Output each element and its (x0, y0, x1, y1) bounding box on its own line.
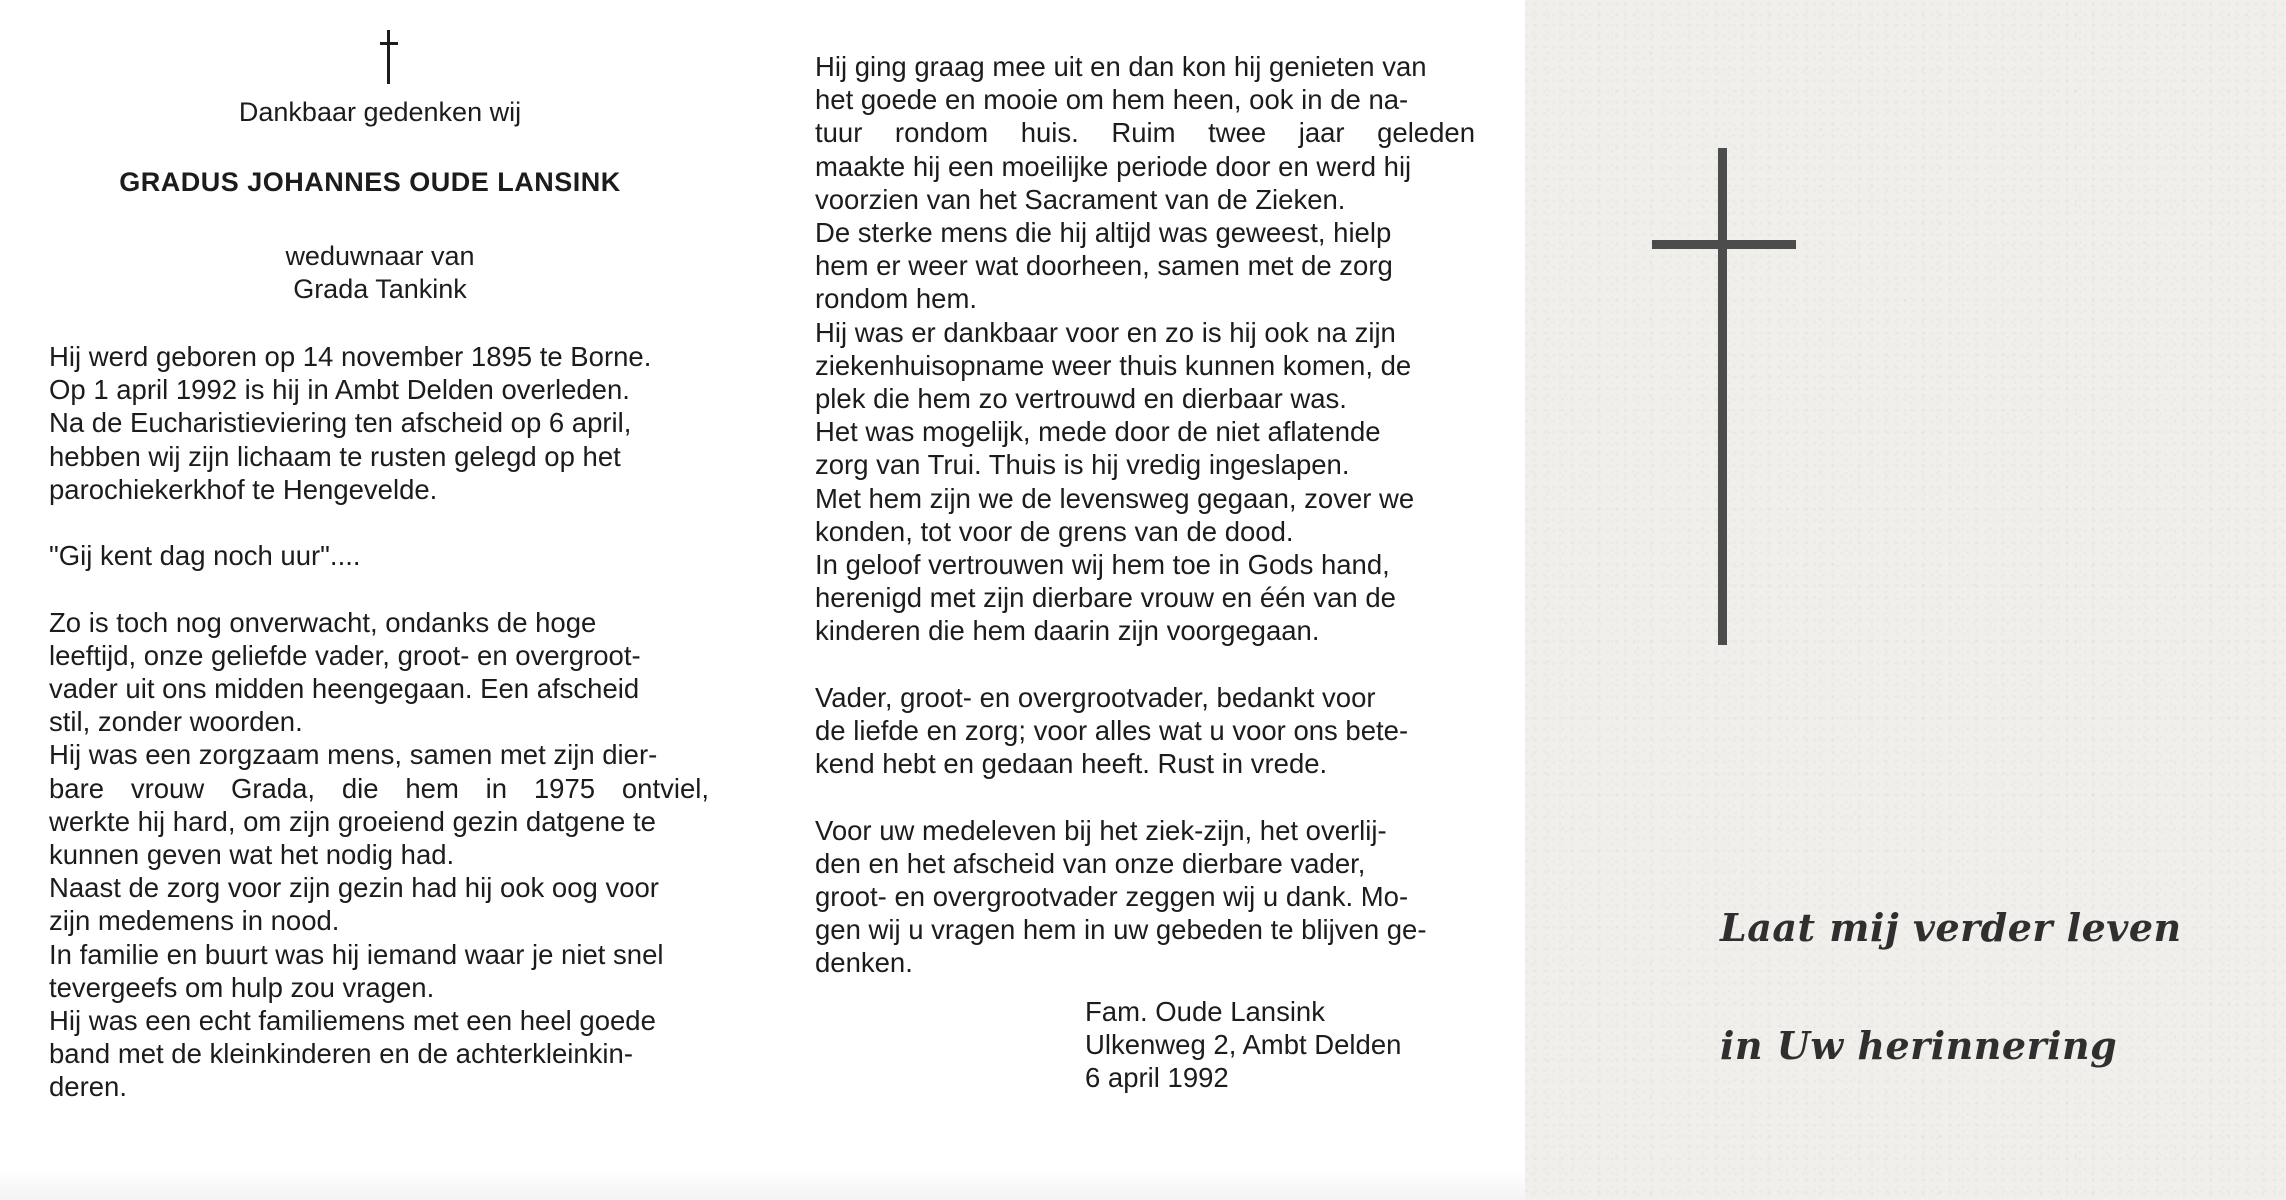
verse-line-1: Laat mij verder leven (1720, 905, 2182, 950)
text-line: zorg van Trui. Thuis is hij vredig ingeslapen. (815, 449, 1350, 481)
text-line: stil, zonder woorden. (49, 706, 303, 738)
right-body-text (815, 50, 1475, 980)
text-line: Vader, groot- en overgrootvader, bedankt voor (815, 681, 1376, 713)
cross-icon (1652, 148, 1796, 645)
text-line: Hij ging graag mee uit en dan kon hij genieten van (815, 51, 1427, 82)
text-line: kunnen geven wat het nodig had. (49, 839, 455, 871)
left-body-text (49, 340, 709, 1104)
text-line: voorzien van het Sacrament van de Zieken. (815, 183, 1346, 215)
text-line: deren. (49, 1071, 127, 1103)
card-bottom-edge (0, 1170, 1525, 1200)
text-line: "Gij kent dag noch uur".... (49, 540, 361, 572)
signature-family: Fam. Oude Lansink (1085, 996, 1325, 1027)
text-line: vader uit ons midden heengegaan. Een afscheid (49, 673, 640, 705)
text-line (49, 572, 709, 605)
text-line: de liefde en zorg; voor alles wat u voor ons bete- (815, 715, 1409, 747)
text-line: Hij werd geboren op 14 november 1895 te Borne. (49, 341, 652, 372)
text-line: Op 1 april 1992 is hij in Ambt Delden overleden. (49, 374, 630, 406)
text-line: In geloof vertrouwen wij hem toe in Gods hand, (815, 549, 1390, 581)
signature-block (1085, 995, 1401, 1094)
verse-line-2: in Uw herinnering (1720, 1023, 2118, 1068)
text-line (815, 648, 1475, 681)
text-line: kinderen die hem daarin zijn voorgegaan. (815, 615, 1320, 647)
text-line: Met hem zijn we de levensweg gegaan, zover we (815, 482, 1415, 514)
text-line: rondom hem. (815, 283, 978, 315)
text-line: Hij was er dankbaar voor en zo is hij ook na zijn (815, 316, 1396, 348)
text-line: werkte hij hard, om zijn groeiend gezin datgene te (49, 805, 656, 837)
text-line: leeftijd, onze geliefde vader, groot- en overgroot- (49, 639, 641, 671)
text-line: Hij was een echt familiemens met een heel goede (49, 1005, 656, 1037)
text-line: zijn medemens in nood. (49, 905, 340, 937)
text-line: hebben wij zijn lichaam te rusten gelegd op het (49, 440, 621, 472)
text-line: band met de kleinkinderen en de achterkleinkin- (49, 1038, 633, 1070)
text-line: kend hebt en gedaan heeft. Rust in vrede. (815, 748, 1328, 780)
text-line: Na de Eucharistieviering ten afscheid op 6 april, (49, 407, 632, 439)
text-line: groot- en overgrootvader zeggen wij u dank. Mo- (815, 881, 1409, 913)
text-line: Hij was een zorgzaam mens, samen met zijn dier- (49, 739, 658, 771)
text-line: In familie en buurt was hij iemand waar je niet snel (49, 938, 664, 970)
text-line: hem er weer wat doorheen, samen met de zorg (815, 250, 1393, 282)
text-line: De sterke mens die hij altijd was geweest, hielp (815, 217, 1392, 249)
spouse-name: Grada Tankink (293, 274, 467, 304)
signature-address: Ulkenweg 2, Ambt Delden (1085, 1029, 1402, 1060)
text-line: het goede en mooie om hem heen, ook in de na- (815, 84, 1409, 116)
text-line: bare vrouw Grada, die hem in 1975 ontviel, (49, 772, 709, 804)
text-line: gen wij u vragen hem in uw gebeden te blijven ge- (815, 914, 1427, 946)
text-line: maakte hij een moeilijke periode door en werd hij (815, 150, 1412, 182)
text-line: Voor uw medeleven bij het ziek-zijn, het overlij- (815, 814, 1387, 846)
front-cover (1525, 0, 2286, 1200)
signature-date: 6 april 1992 (1085, 1062, 1229, 1093)
text-line: plek die hem zo vertrouwd en dierbaar was. (815, 383, 1347, 415)
text-line: ziekenhuisopname weer thuis kunnen komen, de (815, 349, 1412, 381)
text-line: den en het afscheid van onze dierbare vader, (815, 847, 1366, 879)
deceased-name: GRADUS JOHANNES OUDE LANSINK (119, 167, 621, 197)
text-line: Naast de zorg voor zijn gezin had hij ook oog voor (49, 872, 659, 904)
text-line: parochiekerkhof te Hengevelde. (49, 473, 438, 505)
text-line: denken. (815, 947, 913, 979)
text-line: Het was mogelijk, mede door de niet aflatende (815, 416, 1381, 448)
text-line (49, 506, 709, 539)
text-line: konden, tot voor de grens van de dood. (815, 515, 1294, 547)
text-line: tuur rondom huis. Ruim twee jaar geleden (815, 117, 1475, 149)
text-line: tevergeefs om hulp zou vragen. (49, 971, 435, 1003)
text-line: Zo is toch nog onverwacht, ondanks de hoge (49, 606, 597, 638)
text-line (815, 780, 1475, 813)
intro-text: Dankbaar gedenken wij (238, 97, 522, 127)
cross-icon (380, 30, 398, 84)
text-line: herenigd met zijn dierbare vrouw en één van de (815, 582, 1396, 614)
relation-label: weduwnaar van (285, 241, 475, 271)
